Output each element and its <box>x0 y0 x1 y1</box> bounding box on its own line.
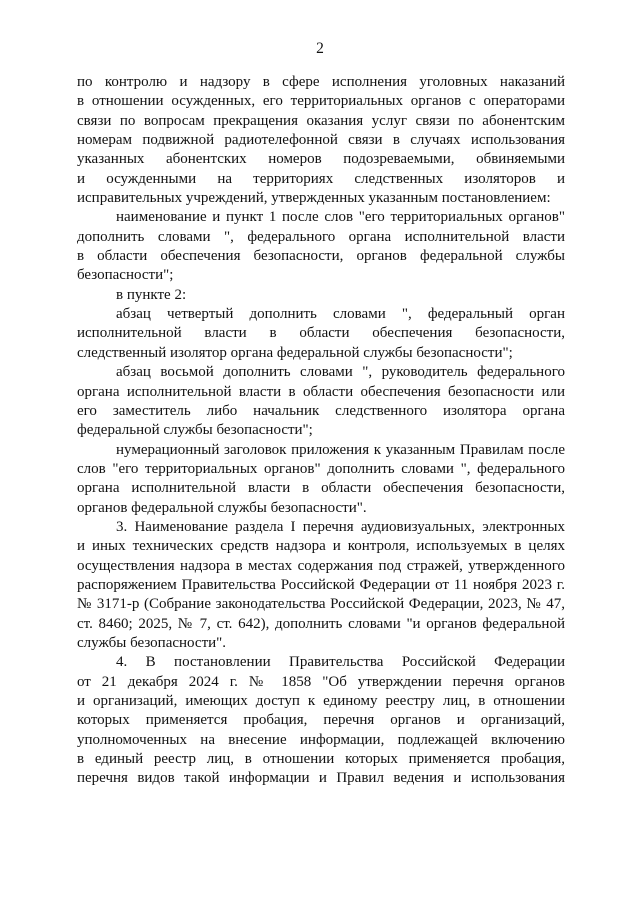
text-line: дополнить словами ", федерального органа исполнительной власти <box>77 228 565 245</box>
text-line: № 3171-р (Собрание законодательства Российской Федерации, 2023, № 47, <box>77 596 565 613</box>
text-line: следственный изолятор органа федеральной службы безопасности"; <box>77 344 513 361</box>
text-line: указанных абонентских номеров подозреваемыми, обвиняемыми <box>77 151 565 168</box>
text-line: и организаций, имеющих доступ к единому реестру лиц, в отношении <box>77 693 565 709</box>
text-line: органов федеральной службы безопасности". <box>77 499 367 516</box>
text-line: связи по вопросам прекращения оказания услуг связи по абонентским <box>77 112 565 129</box>
text-line: в пункте 2: <box>116 286 187 303</box>
text-line: перечня видов такой информации и Правил ведения и использования <box>77 770 565 787</box>
text-line: и иных технических средств надзора и контроля, используемых в целях <box>77 538 565 555</box>
text-line: 3. Наименование раздела I перечня аудиовизуальных, электронных <box>116 518 565 535</box>
text-line: нумерационный заголовок приложения к указанным Правилам после <box>116 441 565 458</box>
text-line: абзац восьмой дополнить словами ", руководитель федерального <box>116 364 565 381</box>
text-line: 4. В постановлении Правительства Российской Федерации <box>116 654 565 671</box>
text-line: распоряжением Правительства Российской Федерации от 11 ноября 2023 г. <box>77 576 565 593</box>
text-line: абзац четвертый дополнить словами ", федеральный орган <box>116 306 565 323</box>
text-line: в области обеспечения безопасности, органов федеральной службы <box>77 248 565 265</box>
text-line: в отношении осужденных, его территориальных органов с операторами <box>77 93 565 110</box>
text-line: которых применяется пробация, перечня органов и организаций, <box>77 712 565 729</box>
text-line: в единый реестр лиц, в отношении которых применяется пробация, <box>77 751 565 768</box>
text-line: органа исполнительной власти в области обеспечения безопасности или <box>77 383 565 400</box>
text-line: федеральной службы безопасности"; <box>77 422 313 439</box>
text-line: осуществления надзора в местах содержания под стражей, утвержденного <box>77 557 565 574</box>
text-line: по контролю и надзору в сфере исполнения уголовных наказаний <box>77 74 565 90</box>
text-line: исполнительной власти в области обеспечения безопасности, <box>77 325 565 342</box>
text-line: наименование и пункт 1 после слов "его территориальных органов" <box>116 209 565 226</box>
text-line: слов "его территориальных органов" дополнить словами ", федерального <box>77 460 565 477</box>
text-line: ст. 8460; 2025, № 7, ст. 642), дополнить словами "и органов федеральной <box>77 615 565 632</box>
text-line: номерам подвижной радиотелефонной связи в случаях использования <box>77 132 565 149</box>
body-text <box>77 73 565 789</box>
text-line: уполномоченных на внесение информации, подлежащей включению <box>77 731 565 748</box>
text-line: и осужденными на территориях следственных изоляторов и <box>77 170 565 187</box>
text-line: его заместитель либо начальник следственного изолятора органа <box>77 402 565 419</box>
text-line: исправительных учреждений, утвержденных указанным постановлением: <box>77 190 551 207</box>
text-line: органа исполнительной власти в области обеспечения безопасности, <box>77 480 565 497</box>
text-line: безопасности"; <box>77 267 174 284</box>
text-line: службы безопасности". <box>77 634 227 651</box>
page-number: 2 <box>316 40 324 57</box>
text-line: от 21 декабря 2024 г. № 1858 "Об утверждении перечня органов <box>77 673 565 690</box>
